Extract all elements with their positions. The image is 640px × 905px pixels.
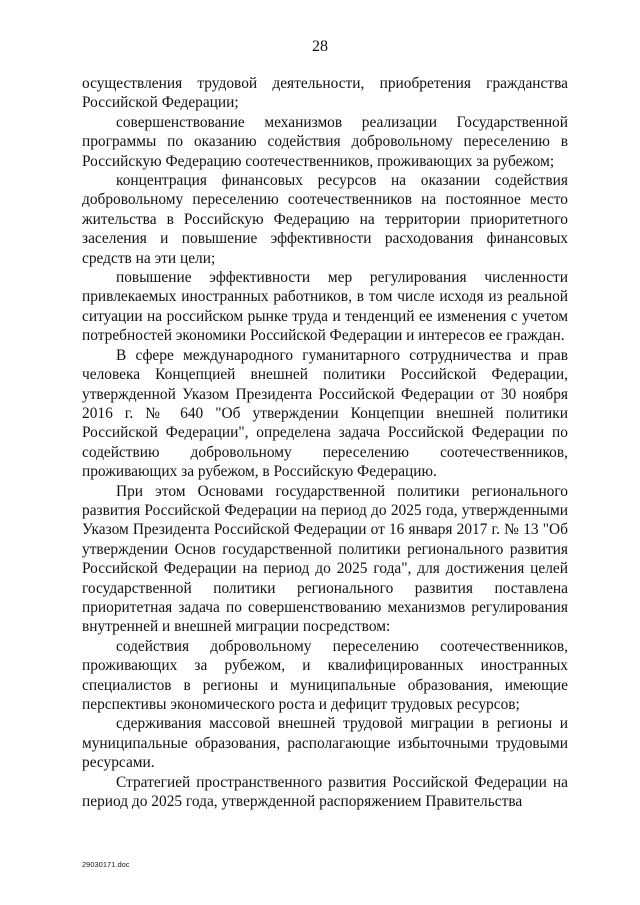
paragraph-foreign-policy-concept: В сфере международного гуманитарного сотрудничества и прав человека Концепцией внешней политики Российской Федерации, утвержденной Указом Президента Российской Федерации от 30 ноября 2016 г. № 640 "Об утверждении Концепции внешней политики Российской Федерации", определена задача Российской Федерации по содействию добровольному переселению соотечественников, проживающих за рубежом, в Российскую Федерацию. [82,346,568,481]
document-body [82,74,568,811]
paragraph-spatial-strategy: Стратегией пространственного развития Российской Федерации на период до 2025 года, утвержденной распоряжением Правительства [82,773,568,811]
footer-file-name: 29030171.doc [82,860,130,869]
paragraph-foreign-workers: повышение эффективности мер регулирования численности привлекаемых иностранных работников, в том числе исходя из реальной ситуации на российском рынке труда и тенденций ее изменения с учетом потребностей экономики Российской Федерации и интересов ее граждан. [82,269,568,345]
paragraph-restraining-migration: сдерживания массовой внешней трудовой миграции в регионы и муниципальные образования, располагающие избыточными трудовыми ресурсами. [82,715,568,772]
paragraph-regional-policy: При этом Основами государственной политики регионального развития Российской Федерации на период до 2025 года, утвержденными Указом Президента Российской Федерации от 16 января 2017 г. № 13 "Об утверждении Основ государственной политики регионального развития Российской Федерации на период до 2025 года", для достижения целей государственной политики регионального развития поставлена приоритетная задача по совершенствованию механизмов регулирования внутренней и внешней миграции посредством: [82,482,568,636]
paragraph-voluntary-resettlement: содействия добровольному переселению соотечественников, проживающих за рубежом, и квалифицированных иностранных специалистов в регионы и муниципальные образования, имеющие перспективы экономического роста и дефицит трудовых ресурсов; [82,637,568,713]
paragraph-continuation: осуществления трудовой деятельности, приобретения гражданства Российской Федерации; [82,75,568,112]
paragraph-financial-concentration: концентрация финансовых ресурсов на оказании содействия добровольному переселению соотечественников на постоянное место жительства в Российскую Федерацию на территории приоритетного заселения и повышение эффективности расходования финансовых средств на эти цели; [82,172,568,267]
paragraph-program-improvement: совершенствование механизмов реализации Государственной программы по оказанию содействия добровольному переселению в Российскую Федерацию соотечественников, проживающих за рубежом; [82,113,568,170]
page-number: 28 [312,38,328,55]
